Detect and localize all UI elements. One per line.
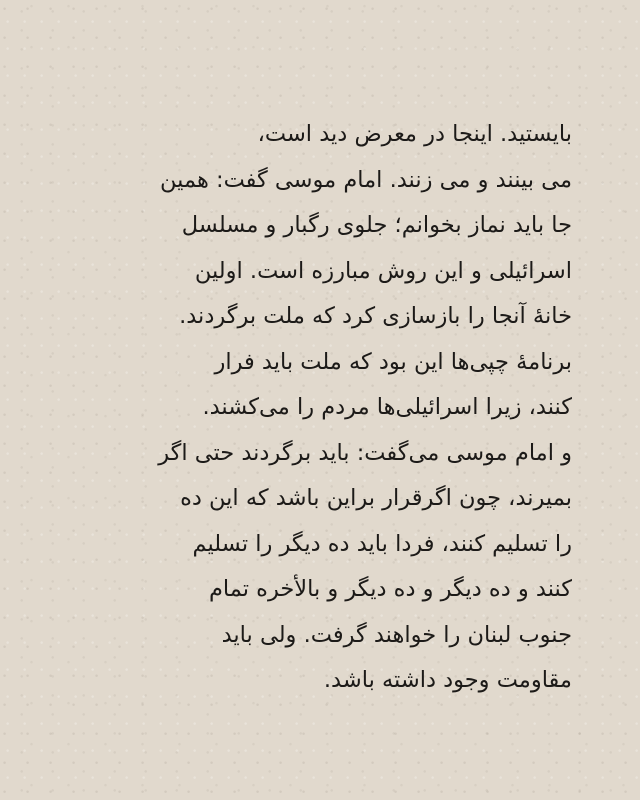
text-line: بمیرند، چون اگرقرار براین باشد که این ده bbox=[180, 485, 572, 511]
text-line: جا باید نماز بخوانم؛ جلوی رگبار و مسلسل bbox=[181, 212, 572, 238]
text-line: مقاومت وجود داشته باشد. bbox=[323, 667, 572, 693]
text-line: بایستید. اینجا در معرض دید است، bbox=[257, 121, 572, 147]
text-line: جنوب لبنان را خواهند گرفت. ولی باید bbox=[221, 621, 572, 648]
text-line: خانۀ آنجا را بازسازی کرد که ملت برگردند. bbox=[179, 303, 572, 329]
text-line: و امام موسی می‌گفت: باید برگردند حتی اگر bbox=[158, 439, 572, 466]
text-line: را تسلیم کنند، فردا باید ده دیگر را تسلیم bbox=[192, 530, 572, 557]
text-line: می بینند و می زنند. امام موسی گفت: همین bbox=[160, 166, 572, 193]
text-line: اسرائیلی و این روش مبارزه است. اولین bbox=[194, 257, 572, 284]
quote-text-block bbox=[72, 112, 572, 704]
text-line: برنامۀ چپی‌ها این بود که ملت باید فرار bbox=[214, 348, 572, 375]
text-line: کنند، زیرا اسرائیلی‌ها مردم را می‌کشند. bbox=[202, 394, 572, 420]
text-line: کنند و ده دیگر و ده دیگر و بالأخره تمام bbox=[208, 576, 572, 602]
